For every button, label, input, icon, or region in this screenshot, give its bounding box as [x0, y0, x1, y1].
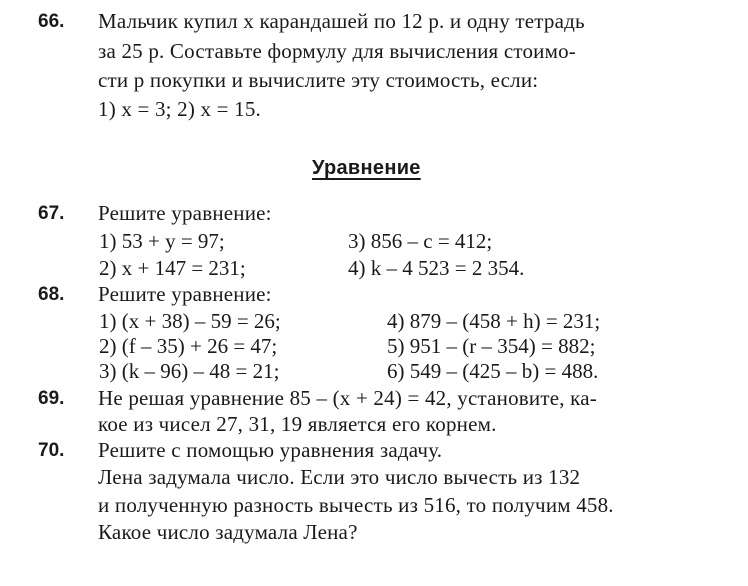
- problem-70-line-1: Решите с помощью уравнения задачу.: [98, 438, 443, 462]
- problem-68-item-3: 3) (k – 96) – 48 = 21;: [99, 359, 280, 383]
- problem-70-line-3: и полученную разность вычесть из 516, то получим 458.: [98, 493, 614, 517]
- problem-68-title: Решите уравнение:: [98, 282, 272, 306]
- problem-67-item-4: 4) k – 4 523 = 2 354.: [348, 256, 525, 280]
- problem-68-item-2: 2) (f – 35) + 26 = 47;: [99, 334, 278, 358]
- problem-66-line-3: сти p покупки и вычислите эту стоимость, если:: [98, 68, 539, 92]
- problem-67-item-1: 1) 53 + y = 97;: [99, 229, 225, 253]
- problem-66-line-4: 1) x = 3; 2) x = 15.: [98, 97, 262, 121]
- problem-70-line-4: Какое число задумала Лена?: [98, 520, 358, 544]
- problem-68-item-1: 1) (x + 38) – 59 = 26;: [99, 309, 281, 333]
- problem-66-line-1: Мальчик купил x карандашей по 12 р. и одну тетрадь: [98, 9, 585, 33]
- problem-67-item-3: 3) 856 – c = 412;: [348, 229, 493, 253]
- section-heading: Уравнение: [312, 157, 421, 179]
- problem-70-number: 70.: [38, 440, 65, 461]
- problem-68-item-5: 5) 951 – (r – 354) = 882;: [387, 334, 596, 358]
- problem-68-number: 68.: [38, 284, 65, 305]
- problem-69-number: 69.: [38, 388, 65, 409]
- problem-68-item-6: 6) 549 – (425 – b) = 488.: [387, 359, 599, 383]
- problem-69-line-1: Не решая уравнение 85 – (x + 24) = 42, установите, ка-: [98, 386, 597, 410]
- problem-68-item-4: 4) 879 – (458 + h) = 231;: [387, 309, 601, 333]
- problem-67-item-2: 2) x + 147 = 231;: [99, 256, 246, 280]
- problem-67-number: 67.: [38, 203, 65, 224]
- problem-67-title: Решите уравнение:: [98, 201, 272, 225]
- problem-66-number: 66.: [38, 11, 65, 32]
- problem-70-line-2: Лена задумала число. Если это число вычесть из 132: [98, 465, 581, 489]
- problem-66-line-2: за 25 р. Составьте формулу для вычисления стоимо-: [98, 39, 576, 63]
- problem-69-line-2: кое из чисел 27, 31, 19 является его корнем.: [98, 412, 497, 436]
